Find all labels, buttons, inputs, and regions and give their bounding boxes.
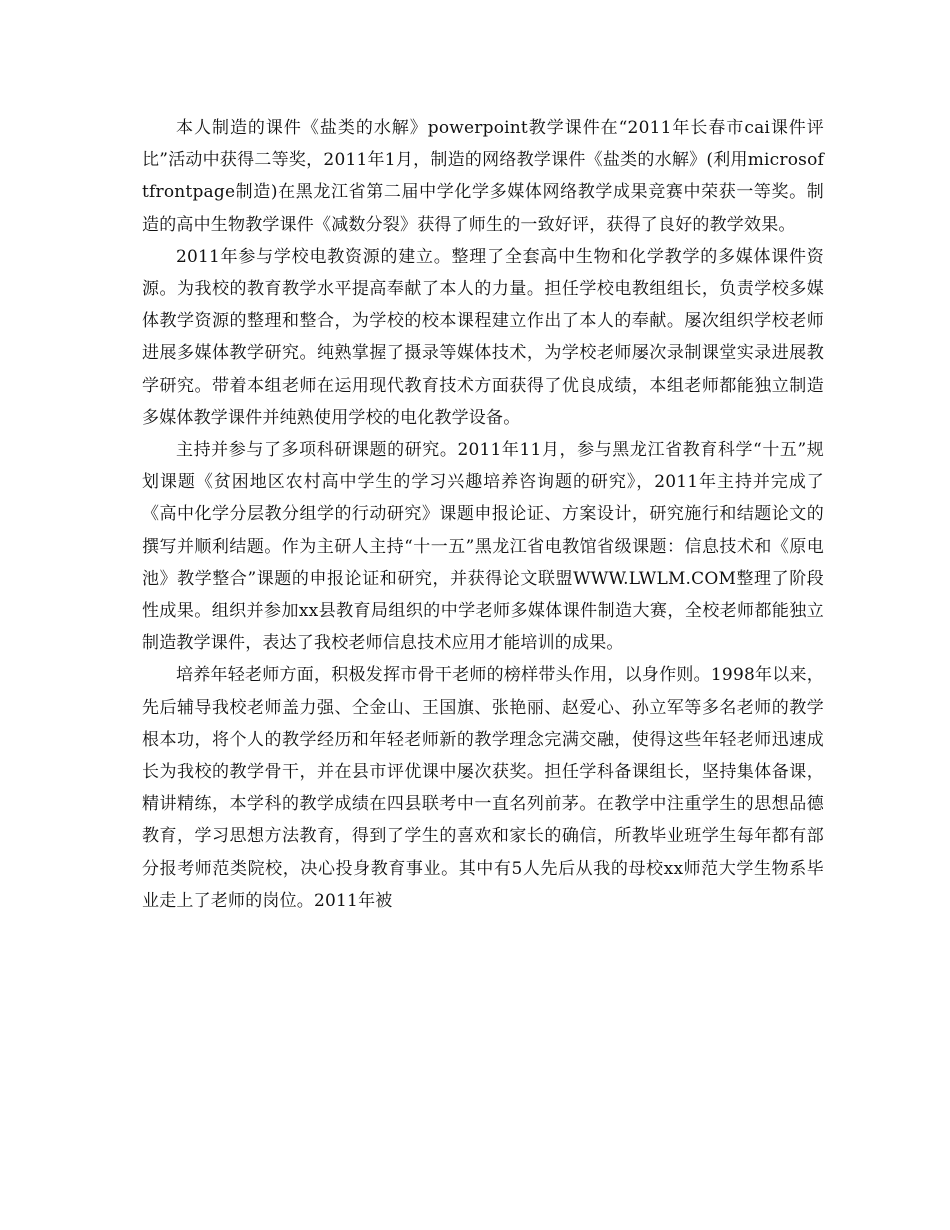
paragraph-teacher-training: 培养年轻老师方面，积极发挥市骨干老师的榜样带头作用，以身作则。1998年以来，先后辅导我校老师盖力强、仝金山、王国旗、张艳丽、赵爱心、孙立军等多名老师的教学根本功，将个人的教学经历和年轻老师新的教学理念完满交融，使得这些年轻老师迅速成长为我校的教学骨干，并在县市评优课中屡次获奖。担任学科备课组长，坚持集体备课，精讲精练，本学科的教学成绩在四县联考中一直名列前茅。在教学中注重学生的思想品德教育，学习思想方法教育，得到了学生的喜欢和家长的确信，所教毕业班学生每年都有部分报考师范类院校，决心投身教育事业。其中有5人先后从我的母校xx师范大学生物系毕业走上了老师的岗位。2011年被 [142,665,824,911]
paragraph-research-projects: 主持并参与了多项科研课题的研究。2011年11月，参与黑龙江省教育科学“十五”规划课题《贫困地区农村高中学生的学习兴趣培养咨询题的研究》，2011年主持并完成了《高中化学分层教分组学的行动研究》课题申报论证、方案设计，研究施行和结题论文的撰写并顺利结题。作为主研人主持“十一五”黑龙江省电教馆省级课题：信息技术和《原电池》教学整合”课题的申报论证和研究，并获得论文联盟WWW.LWLM.COM整理了阶段性成果。组织并参加xx县教育局组织的中学老师多媒体课件制造大赛，全校老师都能独立制造教学课件，表达了我校老师信息技术应用才能培训的成果。 [142,440,824,654]
body-text [142,112,824,917]
paragraph-resource-building: 2011年参与学校电教资源的建立。整理了全套高中生物和化学教学的多媒体课件资源。为我校的教育教学水平提高奉献了本人的力量。担任学校电教组组长，负责学校多媒体教学资源的整理和整合，为学校的校本课程建立作出了本人的奉献。屡次组织学校老师进展多媒体教学研究。纯熟掌握了摄录等媒体技术，为学校老师屡次录制课堂实录进展教学研究。带着本组老师在运用现代教育技术方面获得了优良成绩，本组老师都能独立制造多媒体教学课件并纯熟使用学校的电化教学设备。 [142,246,824,428]
paragraph-courseware-awards: 本人制造的课件《盐类的水解》powerpoint教学课件在“2011年长春市cai课件评比”活动中获得二等奖，2011年1月，制造的网络教学课件《盐类的水解》(利用microsoftfrontpage制造)在黑龙江省第二届中学化学多媒体网络教学成果竞赛中荣获一等奖。制造的高中生物教学课件《减数分裂》获得了师生的一致好评，获得了良好的教学效果。 [142,118,824,235]
